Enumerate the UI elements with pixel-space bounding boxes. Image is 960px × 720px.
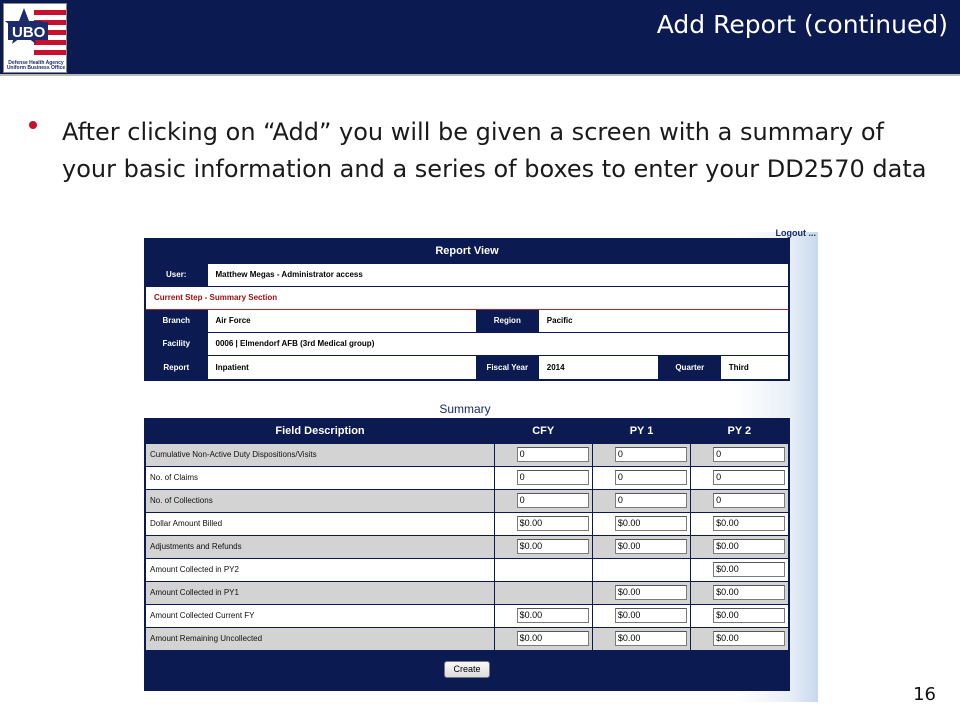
facility-label: Facility [145, 332, 207, 355]
cfy-cell [494, 512, 592, 535]
create-button[interactable]: Create [444, 661, 490, 678]
logo-text: UBO [12, 24, 46, 41]
field-description: Amount Collected Current FY [145, 604, 494, 627]
py1-input[interactable]: $0.00 [615, 631, 687, 646]
py1-input[interactable]: 0 [615, 470, 687, 485]
py2-cell [691, 604, 789, 627]
cfy-input[interactable]: 0 [517, 470, 589, 485]
bullet-icon [29, 121, 37, 129]
region-value: Pacific [538, 309, 789, 332]
report-view-title: Report View [145, 239, 789, 263]
column-header-py2: PY 2 [691, 419, 789, 443]
py1-cell [592, 535, 690, 558]
cfy-cell [494, 604, 592, 627]
table-row [145, 581, 789, 604]
py2-input[interactable]: $0.00 [713, 562, 785, 577]
table-row [145, 489, 789, 512]
table-row [145, 627, 789, 650]
cfy-cell [494, 443, 592, 466]
bullet-text: After clicking on “Add” you will be given a screen with a summary of your basic information and a series of boxes to enter your DD2570 data [62, 118, 927, 183]
py2-input[interactable]: $0.00 [713, 631, 785, 646]
py2-cell [691, 512, 789, 535]
branch-label: Branch [145, 309, 207, 332]
cfy-input[interactable]: $0.00 [517, 539, 589, 554]
py1-cell [592, 604, 690, 627]
py1-cell [592, 627, 690, 650]
py1-cell [592, 443, 690, 466]
cfy-cell [494, 489, 592, 512]
slide-header [0, 0, 960, 76]
py1-cell [592, 466, 690, 489]
fiscal-year-label: Fiscal Year [476, 355, 538, 380]
quarter-label: Quarter [659, 356, 721, 379]
cfy-cell [494, 581, 592, 604]
py2-input[interactable]: $0.00 [713, 539, 785, 554]
field-description: Amount Remaining Uncollected [145, 627, 494, 650]
py2-cell [691, 489, 789, 512]
app-screenshot [140, 228, 818, 702]
py2-cell [691, 627, 789, 650]
py1-input[interactable]: 0 [615, 447, 687, 462]
table-row [145, 512, 789, 535]
field-description: Amount Collected in PY2 [145, 558, 494, 581]
py2-input[interactable]: 0 [713, 447, 785, 462]
py2-input[interactable]: 0 [713, 493, 785, 508]
py1-input[interactable]: 0 [615, 493, 687, 508]
py2-cell [691, 558, 789, 581]
py1-cell [592, 489, 690, 512]
py2-cell [691, 581, 789, 604]
field-description: No. of Collections [145, 489, 494, 512]
field-description: Dollar Amount Billed [145, 512, 494, 535]
cfy-input[interactable]: 0 [517, 447, 589, 462]
page-background-edge [788, 232, 818, 702]
summary-title: Summary [439, 402, 491, 416]
py2-input[interactable]: $0.00 [713, 516, 785, 531]
slide-title: Add Report (continued) [656, 10, 948, 39]
current-step: Current Step - Summary Section [145, 286, 789, 309]
cfy-cell [494, 558, 592, 581]
branch-value: Air Force [207, 309, 476, 332]
cfy-input[interactable]: $0.00 [517, 516, 589, 531]
py1-input[interactable]: $0.00 [615, 516, 687, 531]
region-label: Region [476, 309, 538, 332]
cfy-cell [494, 627, 592, 650]
facility-value: 0006 | Elmendorf AFB (3rd Medical group) [207, 332, 789, 355]
table-row [145, 443, 789, 466]
py2-input[interactable]: $0.00 [713, 585, 785, 600]
cfy-input[interactable]: $0.00 [517, 631, 589, 646]
py1-cell [592, 558, 690, 581]
summary-table [144, 418, 790, 691]
cfy-cell [494, 466, 592, 489]
py2-input[interactable]: $0.00 [713, 608, 785, 623]
user-value: Matthew Megas - Administrator access [207, 263, 789, 286]
py1-cell [592, 512, 690, 535]
field-description: Cumulative Non-Active Duty Dispositions/Visits [145, 443, 494, 466]
report-view-table [144, 238, 790, 381]
summary-footer [145, 650, 789, 690]
page-number: 16 [913, 684, 936, 705]
py2-input[interactable]: 0 [713, 470, 785, 485]
field-description: No. of Claims [145, 466, 494, 489]
py2-cell [691, 466, 789, 489]
report-value: Inpatient [207, 355, 476, 380]
field-description: Amount Collected in PY1 [145, 581, 494, 604]
table-row [145, 535, 789, 558]
py2-cell [691, 535, 789, 558]
ubo-logo [3, 3, 67, 73]
cfy-input[interactable]: 0 [517, 493, 589, 508]
column-header-field-description: Field Description [145, 419, 494, 443]
column-header-cfy: CFY [494, 419, 592, 443]
py1-input[interactable]: $0.00 [615, 539, 687, 554]
column-header-py1: PY 1 [592, 419, 690, 443]
py2-cell [691, 443, 789, 466]
py1-input[interactable]: $0.00 [615, 585, 687, 600]
table-row [145, 558, 789, 581]
logout-link[interactable]: Logout ... [775, 228, 816, 238]
summary-rows [145, 443, 789, 650]
logo-subtext: Defense Health Agency Uniform Business Office [6, 60, 66, 71]
quarter-value: Third [721, 356, 788, 379]
table-row [145, 604, 789, 627]
user-label: User: [145, 263, 207, 286]
table-row [145, 466, 789, 489]
cfy-cell [494, 535, 592, 558]
cfy-input[interactable]: $0.00 [517, 608, 589, 623]
py1-cell [592, 581, 690, 604]
field-description: Adjustments and Refunds [145, 535, 494, 558]
report-label: Report [145, 355, 207, 380]
fiscal-year-value: 2014 [538, 355, 658, 380]
py1-input[interactable]: $0.00 [615, 608, 687, 623]
